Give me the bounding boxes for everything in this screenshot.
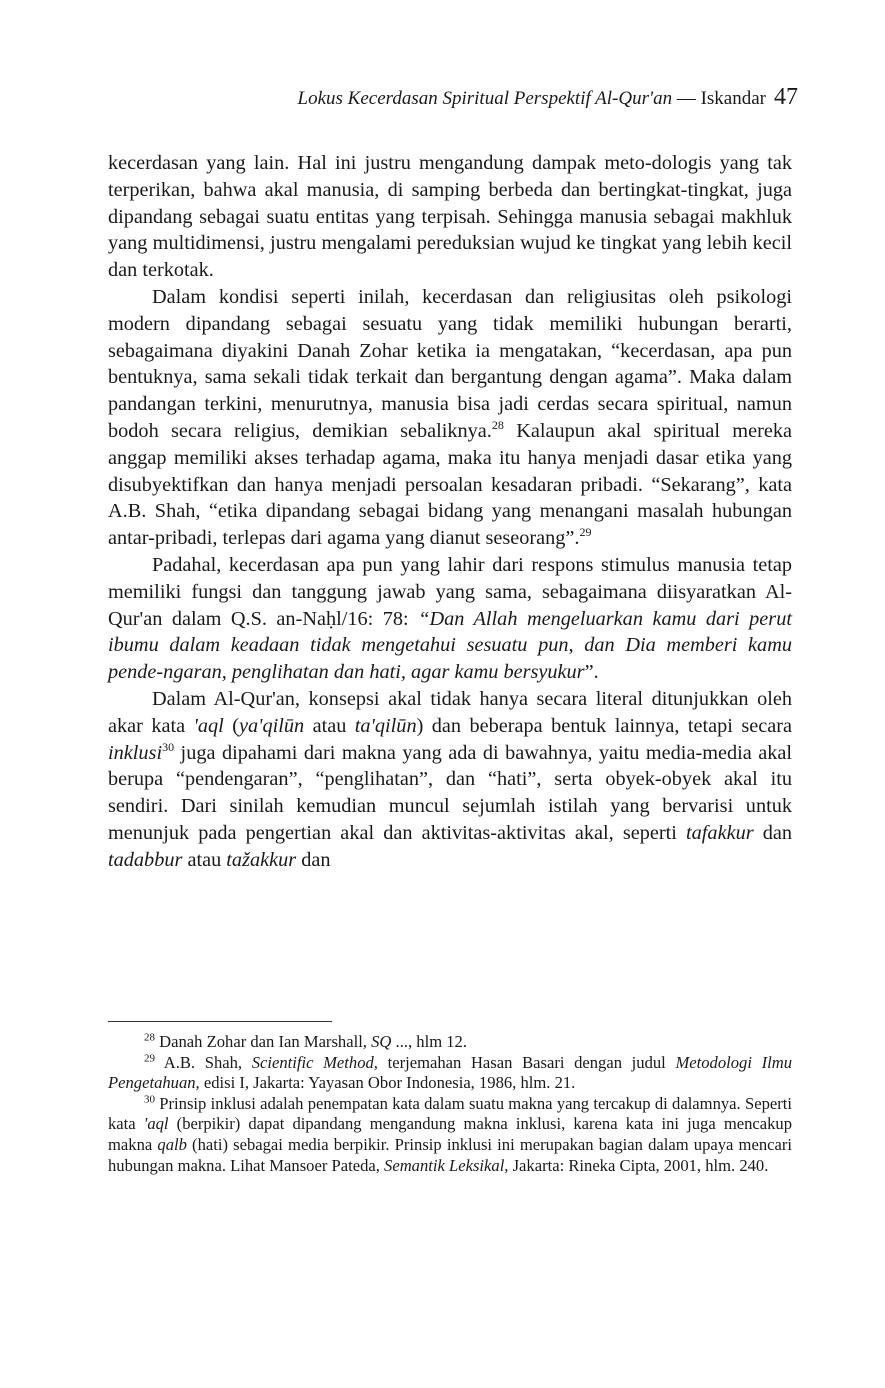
paragraph-text: atau [182, 848, 227, 871]
footnote-text: terjemahan Hasan Basari dengan judul [377, 1052, 676, 1072]
paragraph-text: ( [223, 714, 239, 737]
footnote-ref-28: 28 [491, 418, 504, 433]
footnote-divider [108, 1021, 332, 1022]
footnote-italic: Metodologi Ilmu Pengetahuan, [108, 1052, 793, 1093]
footnote-text: edisi I, Jakarta: Yayasan Obor Indonesia, 1986, hlm. 21. [199, 1073, 576, 1093]
footnotes [108, 1032, 792, 1176]
footnote-ref-30: 30 [162, 739, 175, 754]
footnote-text: (berpikir) dapat dipandang mengandung makna inklusi, karena kata ini juga mencakup makna [108, 1114, 793, 1154]
footnote-text: Jakarta: Rineka Cipta, 2001, hlm. 240. [508, 1155, 769, 1175]
paragraph-text: dan [753, 821, 792, 844]
paragraph-text: atau [304, 714, 355, 737]
paragraph-text: Dalam Al-Qur'an, konsepsi akal tidak hanya secara literal ditunjukkan oleh akar kata [108, 687, 792, 737]
paragraph-text: Dalam kondisi seperti inilah, kecerdasan dan religiusitas oleh psikologi modern dipandang sebagai sesuatu yang tidak memiliki hubungan berarti, sebagaimana diyakini Danah Zohar ketika ia mengatakan, “kecerdasan, apa pun bentuknya, sama sekali tidak terkait dan bergantung dengan agama”. Maka dalam pandangan terkini, menurutnya, manusia bisa jadi cerdas secara spiritual, namun bodoh secara religius, demikian sebaliknya. [108, 285, 792, 442]
paragraph-text: Padahal, kecerdasan apa pun yang lahir dari respons stimulus manusia tetap memiliki fungsi dan tanggung jawab yang sama, sebagaimana diisyaratkan Al-Qur'an dalam Q.S. an-Naḥl/16: 78: [108, 553, 792, 630]
paragraph-text: ”. [584, 661, 599, 684]
paragraph-text: ) dan beberapa bentuk lainnya, tetapi secara [416, 714, 793, 737]
paragraph-text: Kalaupun akal spiritual mereka anggap memiliki akses terhadap agama, maka itu hanya menjadi dasar etika yang disubyektifkan dan hanya menjadi persoalan kesadaran pribadi. “Sekarang”, kata A.B. Shah, “etika dipandang sebagai bidang yang menangani masalah hubungan antar-pribadi, terlepas dari agama yang dianut seseorang”. [108, 419, 792, 550]
italic-term: tafakkur [686, 821, 754, 844]
paragraph-2 [108, 284, 792, 552]
paragraph-1 [108, 150, 792, 284]
footnote-italic: SQ [371, 1032, 392, 1051]
running-header [230, 84, 798, 111]
italic-term: tadabbur [108, 848, 183, 871]
footnote-text: ..., hlm 12. [391, 1032, 467, 1051]
footnote-italic: qalb [157, 1134, 187, 1154]
paragraph-4 [108, 686, 792, 874]
footnote-28 [108, 1032, 792, 1053]
footnote-29 [108, 1053, 792, 1094]
quran-quote: “Dan Allah mengeluarkan kamu dari perut ibumu dalam keadaan tidak mengetahui sesuatu pun, dan Dia memberi kamu pende-ngaran, penglihatan dan hati, agar kamu bersyukur [108, 607, 792, 684]
footnote-italic: Semantik Leksikal, [384, 1155, 509, 1175]
page-number: 47 [774, 84, 798, 110]
footnote-number: 30 [144, 1093, 155, 1106]
footnote-text: Prinsip inklusi adalah penempatan kata dalam suatu makna yang tercakup di dalamnya. Seperti kata [108, 1093, 792, 1134]
footnote-italic: Scientific Method, [251, 1052, 378, 1072]
header-author: Iskandar [700, 88, 766, 109]
italic-term: tažakkur [226, 848, 297, 871]
footnote-30 [108, 1094, 792, 1176]
paragraph-text: juga dipahami dari makna yang ada di bawahnya, yaitu media-media akal berupa “pendengaran”, “penglihatan”, dan “hati”, serta obyek-obyek akal itu sendiri. Dari sinilah kemudian muncul sejumlah istilah yang bervarisi untuk menunjuk pada pengertian akal dan aktivitas-aktivitas akal, seperti [108, 741, 792, 844]
italic-term: ta'qilūn [354, 714, 417, 737]
paragraph-text: kecerdasan yang lain. Hal ini justru mengandung dampak meto-dologis yang tak terperikan, bahwa akal manusia, di samping berbeda dan bertingkat-tingkat, juga dipandang sebagai suatu entitas yang terpisah. Sehingga manusia sebagai makhluk yang multidimensi, justru mengalami pereduksian wujud ke tingkat yang lebih kecil dan terkotak. [108, 152, 792, 282]
paragraph-3 [108, 552, 792, 686]
running-title: Lokus Kecerdasan Spiritual Perspektif Al-Qur'an [297, 88, 673, 109]
footnote-text: Danah Zohar dan Ian Marshall, [155, 1032, 372, 1051]
italic-term: 'aql [193, 714, 224, 737]
italic-term: ya'qilūn [238, 714, 305, 737]
italic-term: inklusi [108, 741, 163, 764]
footnote-number: 28 [144, 1031, 155, 1044]
footnote-italic: 'aql [143, 1114, 169, 1134]
footnote-number: 29 [144, 1052, 155, 1065]
header-separator: — [672, 88, 701, 109]
footnote-text: (hati) sebagai media berpikir. Prinsip inklusi ini merupakan bagian dalam upaya mencari hubungan makna. Lihat Mansoer Pateda, [108, 1134, 792, 1175]
footnote-text: A.B. Shah, [155, 1052, 252, 1072]
footnote-ref-29: 29 [579, 525, 592, 540]
paragraph-text: dan [296, 848, 331, 871]
main-text [108, 150, 792, 874]
